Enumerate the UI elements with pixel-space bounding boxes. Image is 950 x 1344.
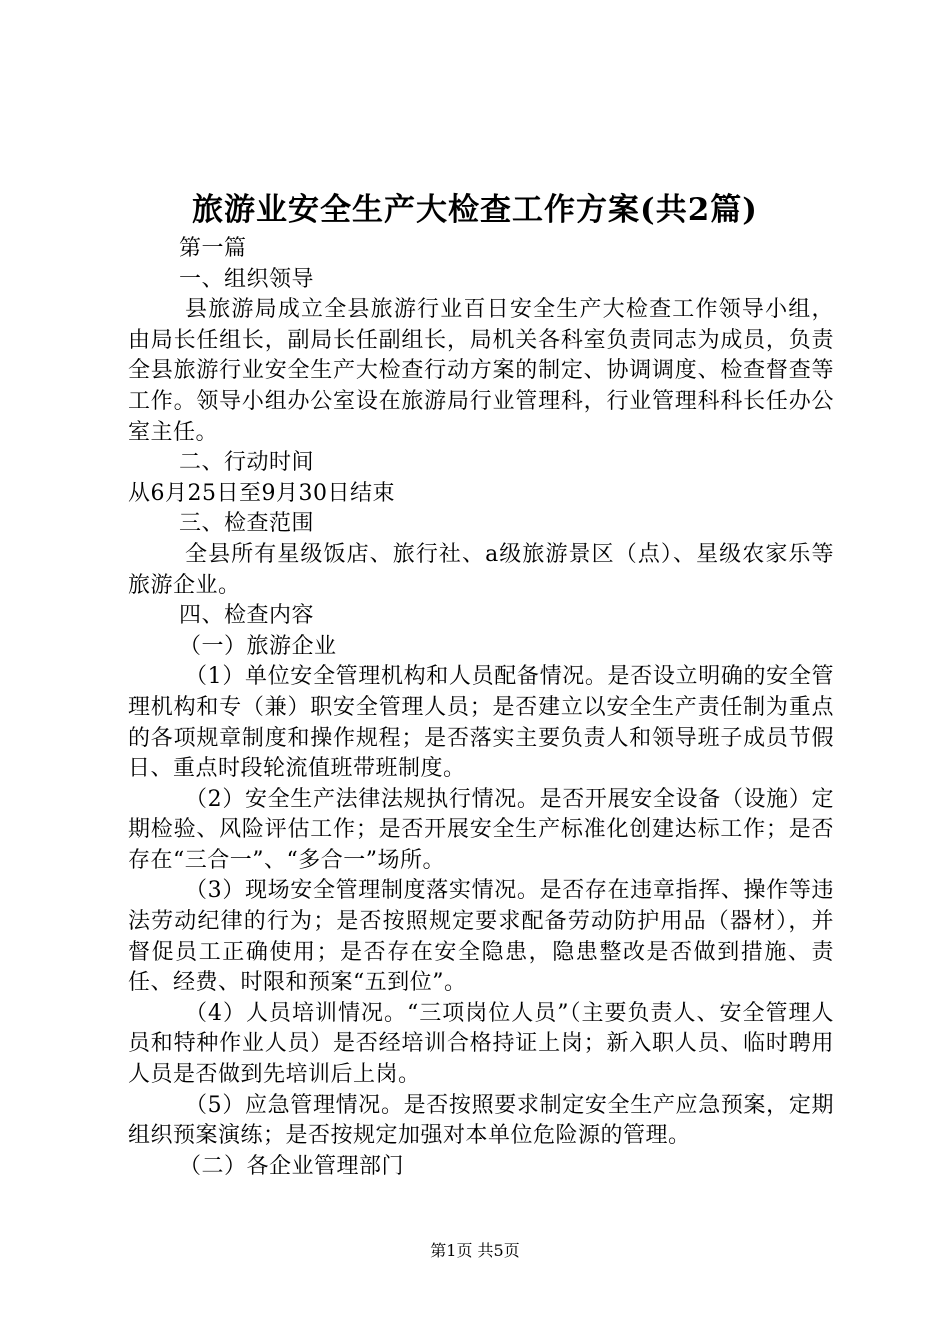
body-paragraph: （5）应急管理情况。是否按照要求制定安全生产应急预案，定期组织预案演练；是否按规定加强对本单位危险源的管理。 bbox=[128, 1092, 834, 1149]
body-paragraph: （1）单位安全管理机构和人员配备情况。是否设立明确的安全管理机构和专（兼）职安全管理人员；是否建立以安全生产责任制为重点的各项规章制度和操作规程；是否落实主要负责人和领导班子成员节假日、重点时段轮流值班带班制度。 bbox=[128, 664, 834, 782]
subsection-heading: （一）旅游企业 bbox=[179, 633, 337, 659]
section-heading: 一、组织领导 bbox=[179, 266, 315, 292]
section-heading: 二、行动时间 bbox=[179, 450, 315, 476]
body-paragraph: 从6月25日至9月30日结束 bbox=[128, 480, 395, 506]
body-paragraph: （2）安全生产法律法规执行情况。是否开展安全设备（设施）定期检验、风险评估工作；是否开展安全生产标准化创建达标工作；是否存在“三合一”、“多合一”场所。 bbox=[128, 786, 834, 873]
body-paragraph: （3）现场安全管理制度落实情况。是否存在违章指挥、操作等违法劳动纪律的行为；是否按照规定要求配备劳动防护用品（器材），并督促员工正确使用；是否存在安全隐患，隐患整改是否做到措施、责任、经费、时限和预案“五到位”。 bbox=[128, 878, 834, 996]
document-title: 旅游业安全生产大检查工作方案(共2篇) bbox=[192, 192, 758, 228]
section-heading: 三、检查范围 bbox=[179, 511, 315, 537]
body-paragraph: （4）人员培训情况。“三项岗位人员”（主要负责人、安全管理人员和特种作业人员）是否经培训合格持证上岗；新入职人员、临时聘用人员是否做到先培训后上岗。 bbox=[128, 1000, 834, 1088]
body-paragraph: 县旅游局成立全县旅游行业百日安全生产大检查工作领导小组，由局长任组长，副局长任副组长，局机关各科室负责同志为成员，负责全县旅游行业安全生产大检查行动方案的制定、协调调度、检查督查等工作。领导小组办公室设在旅游局行业管理科，行业管理科科长任办公室主任。 bbox=[128, 297, 834, 445]
section-heading: 四、检查内容 bbox=[179, 603, 315, 629]
page-number: 第1页 共5页 bbox=[430, 1241, 520, 1260]
subsection-heading: （二）各企业管理部门 bbox=[179, 1153, 405, 1179]
body-paragraph: 全县所有星级饭店、旅行社、a级旅游景区（点）、星级农家乐等旅游企业。 bbox=[128, 541, 834, 598]
section-heading: 第一篇 bbox=[179, 236, 247, 261]
document-body bbox=[128, 234, 834, 1182]
